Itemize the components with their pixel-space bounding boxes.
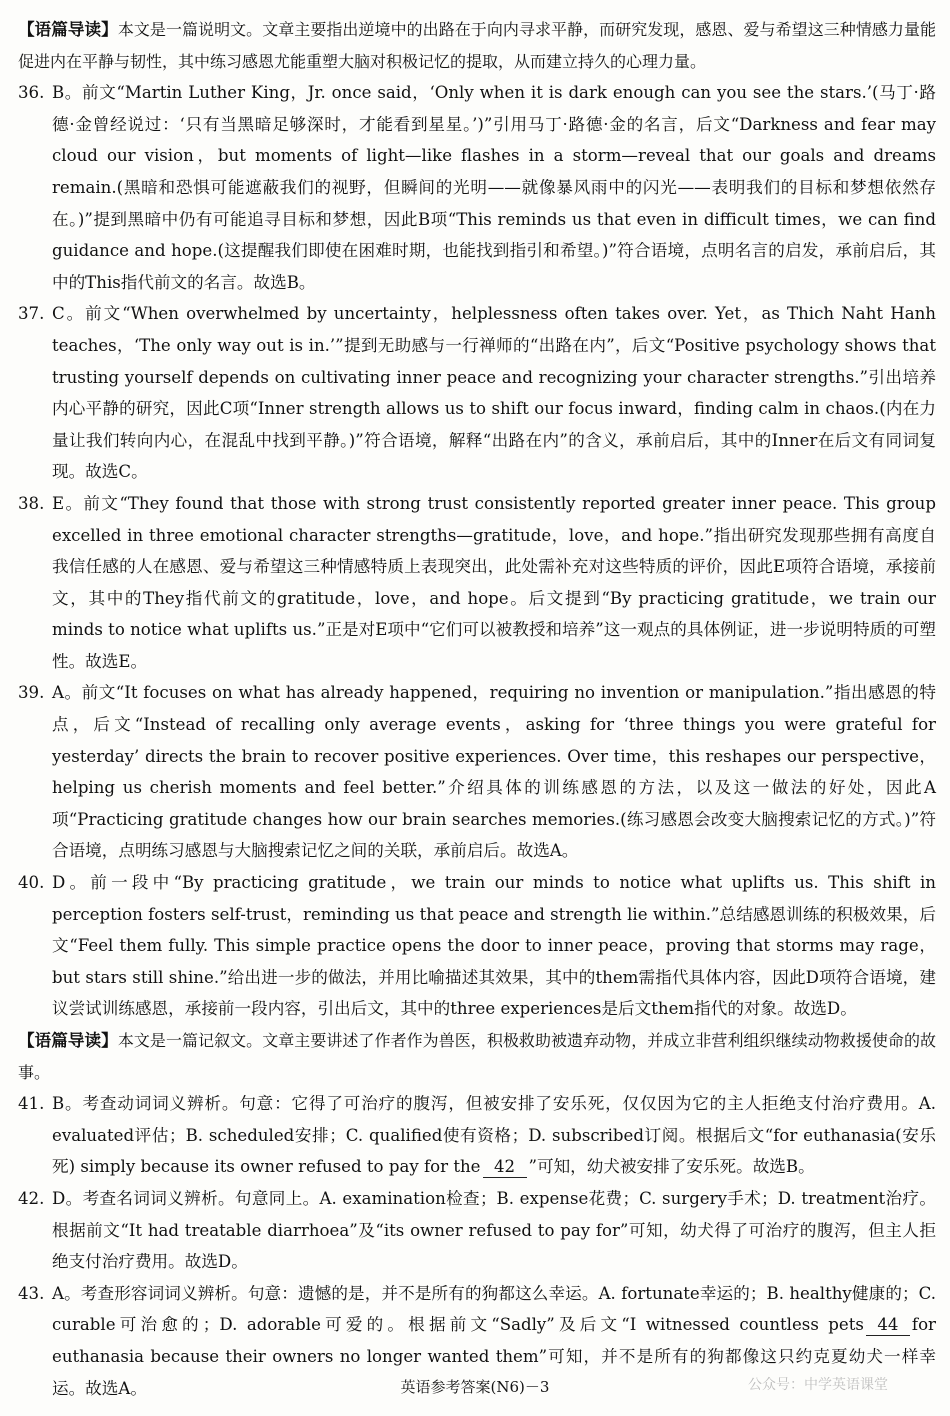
item-number: 42.: [18, 1188, 45, 1208]
item-text-after: for euthanasia because their owners no longer wanted them”可知，并不是所有的狗都像这只约克夏幼犬一样幸运。故选A。: [52, 1315, 936, 1398]
guide-text: 本文是一篇说明文。文章主要指出逆境中的出路在于向内寻求平静，而研究发现，感恩、爱与希望这三种情感力量能促进内在平静与韧性，其中练习感恩尤能重塑大脑对积极记忆的提取，从而建立持久的心理力量。: [18, 20, 936, 71]
passage-guide-d: [18, 1025, 936, 1088]
answer-item-39: [18, 677, 936, 867]
item-number: 37.: [18, 304, 45, 324]
answer-item-37: [18, 298, 936, 488]
item-text: A。前文“It focuses on what has already happened，requiring no invention or manipulation.”指出感恩的特点，后文“Instead of recalling only average events，asking for ‘three things you were grateful for yesterday’ directs the brain to recover positive experiences. Over time，this reshapes our perspective，helping us cherish moments and feel better.”介绍具体的训练感恩的方法，以及这一做法的好处，因此A项“Practicing gratitude changes how our brain searches memories.(练习感恩会改变大脑搜索记忆的方式。)”符合语境，点明练习感恩与大脑搜索记忆之间的关联，承前启后。故选A。: [52, 683, 936, 861]
item-number: 43.: [18, 1283, 45, 1303]
item-text: B。前文“Martin Luther King，Jr. once said，‘Only when it is dark enough can you see the stars.’(马丁·路德·金曾经说过：‘只有当黑暗足够深时，才能看到星星。’)”引用马丁·路德·金的名言，后文“Darkness and fear may cloud our vision，but moments of light—like flashes in a storm—reveal that our goals and dreams remain.(黑暗和恐惧可能遮蔽我们的视野，但瞬间的光明——就像暴风雨中的闪光——表明我们的目标和梦想依然存在。)”提到黑暗中仍有可能追寻目标和梦想，因此B项“This reminds us that even in difficult times，we can find guidance and hope.(这提醒我们即使在困难时期，也能找到指引和希望。)”符合语境，点明名言的启发，承前启后，其中的This指代前文的名言。故选B。: [52, 83, 936, 292]
page-footer: 英语参考答案(N6)－3: [400, 1378, 550, 1396]
item-text-before: A。考查形容词词义辨析。句意：遗憾的是，并不是所有的狗都这么幸运。A. fortunate幸运的；B. healthy健康的；C. curable可治愈的；D. adorable可爱的。根据前文“Sadly”及后文“I witnessed countless pets: [52, 1283, 936, 1335]
answer-blank: 44: [866, 1315, 910, 1336]
guide-text: 本文是一篇记叙文。文章主要讲述了作者作为兽医，积极救助被遗弃动物，并成立非营利组织继续动物救援使命的故事。: [18, 1031, 936, 1082]
item-text-after: ”可知，幼犬被安排了安乐死。故选B。: [528, 1157, 815, 1177]
answer-item-38: [18, 488, 936, 678]
guide-label: 【语篇导读】: [18, 1031, 118, 1050]
answer-blank: 42: [483, 1157, 527, 1178]
answer-content: [18, 14, 936, 1404]
watermark: 公众号：中学英语课堂: [748, 1377, 888, 1393]
answer-item-41: [18, 1088, 936, 1183]
guide-label: 【语篇导读】: [18, 20, 118, 39]
item-number: 36.: [18, 83, 45, 103]
item-number: 40.: [18, 873, 45, 893]
answer-item-40: [18, 867, 936, 1025]
item-text: D。前一段中“By practicing gratitude，we train our minds to notice what uplifts us. This shift in perception fosters self-trust，reminding us that peace and strength lie within.”总结感恩训练的积极效果，后文“Feel them fully. This simple practice opens the door to inner peace，proving that storms may rage，but stars still shine.”给出进一步的做法，并用比喻描述其效果，其中的them需指代具体内容，因此D项符合语境，建议尝试训练感恩，承接前一段内容，引出后文，其中的three experiences是后文them指代的对象。故选D。: [52, 873, 936, 1019]
item-text: E。前文“They found that those with strong trust consistently reported greater inner peace. This group excelled in three emotional character strengths—gratitude，love，and hope.”指出研究发现那些拥有高度自我信任感的人在感恩、爱与希望这三种情感特质上表现突出，此处需补充对这些特质的评价，因此E项符合语境，承接前文，其中的They指代前文的gratitude，love，and hope。后文提到“By practicing gratitude，we train our minds to notice what uplifts us.”正是对E项中“它们可以被教授和培养”这一观点的具体例证，进一步说明特质的可塑性。故选E。: [52, 493, 936, 671]
answer-item-42: [18, 1183, 936, 1278]
item-number: 41.: [18, 1094, 45, 1114]
item-text: C。前文“When overwhelmed by uncertainty，helplessness often takes over. Yet，as Thich Naht Hanh teaches，‘The only way out is in.’”提到无助感与一行禅师的“出路在内”，后文“Positive psychology shows that trusting yourself depends on cultivating inner peace and recognizing your character strengths.”引出培养内心平静的研究，因此C项“Inner strength allows us to shift our focus inward，finding calm in chaos.(内在力量让我们转向内心，在混乱中找到平静。)”符合语境，解释“出路在内”的含义，承前启后，其中的Inner在后文有同词复现。故选C。: [52, 304, 936, 482]
answer-item-36: [18, 77, 936, 298]
passage-guide-c: [18, 14, 936, 77]
item-number: 38.: [18, 493, 45, 513]
item-text: D。考查名词词义辨析。句意同上。A. examination检查；B. expense花费；C. surgery手术；D. treatment治疗。根据前文“It had treatable diarrhoea”及“its owner refused to pay for”可知，幼犬得了可治疗的腹泻，但主人拒绝支付治疗费用。故选D。: [52, 1188, 936, 1272]
item-number: 39.: [18, 683, 45, 703]
item-text-before: B。考查动词词义辨析。句意：它得了可治疗的腹泻，但被安排了安乐死，仅仅因为它的主人拒绝支付治疗费用。A. evaluated评估；B. scheduled安排；C. qualified使有资格；D. subscribed订阅。根据后文“for euthanasia(安乐死) simply because its owner refused to pay for the: [52, 1094, 936, 1177]
